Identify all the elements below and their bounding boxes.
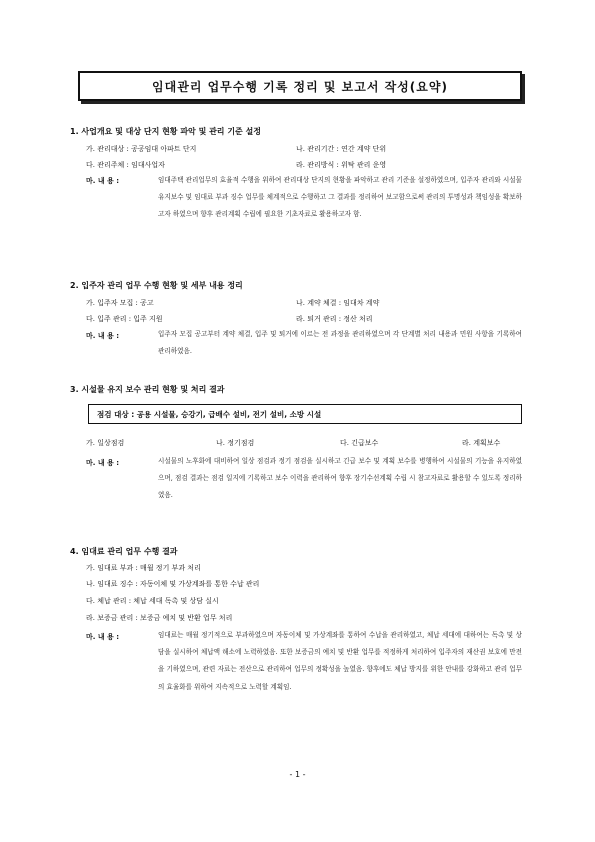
section-4-line: 다. 체납 관리 : 체납 세대 독촉 및 상담 실시: [86, 597, 219, 605]
section-4-line: 가. 임대료 부과 : 매월 정기 부과 처리: [86, 564, 201, 572]
section-1-heading: 1. 사업개요 및 대상 단지 현황 파악 및 관리 기준 설정: [70, 127, 262, 136]
section-3-label: 마. 내 용 :: [86, 459, 120, 467]
section-1-row: 다. 관리주체 : 임대사업자: [86, 161, 165, 169]
section-3-heading: 3. 시설물 유지 보수 관리 현황 및 처리 결과: [70, 385, 225, 394]
section-2-paragraph: 입주자 모집 공고부터 계약 체결, 입주 및 퇴거에 이르는 전 과정을 관리하였으며 각 단계별 처리 내용과 민원 사항을 기록하여 관리하였음.: [158, 330, 522, 356]
section-3-row: 라. 계획보수: [462, 439, 501, 447]
section-2-label: 마. 내 용 :: [86, 332, 120, 340]
section-3-row: 다. 긴급보수: [340, 439, 379, 447]
section-1-row: 라. 관리방식 : 위탁 관리 운영: [296, 161, 387, 169]
section-4-line: 라. 보증금 관리 : 보증금 예치 및 반환 업무 처리: [86, 614, 233, 622]
section-3-row: 나. 정기점검: [216, 439, 255, 447]
section-4-line: 나. 임대료 징수 : 자동이체 및 가상계좌를 통한 수납 관리: [86, 580, 260, 588]
page-number: - 1 -: [289, 770, 306, 779]
section-2-row: 나. 계약 체결 : 임대차 계약: [296, 299, 380, 307]
section-3-box: 점검 대상 : 공용 시설물, 승강기, 급배수 설비, 전기 설비, 소방 시설: [88, 404, 522, 424]
section-1-label: 마. 내 용 :: [86, 177, 120, 185]
section-2-heading: 2. 입주자 관리 업무 수행 현황 및 세부 내용 정리: [70, 281, 243, 290]
document-title: 임대관리 업무수행 기록 정리 및 보고서 작성(요약): [78, 71, 522, 101]
section-2-row: 다. 입주 관리 : 입주 지원: [86, 315, 163, 323]
section-3-paragraph: 시설물의 노후화에 대비하여 일상 점검과 정기 점검을 실시하고 긴급 보수 및 계획 보수를 병행하여 시설물의 기능을 유지하였으며, 점검 결과는 점검 일지에 기록하고 보수 이력을 관리하여 향후 장기수선계획 수립 시 참고자료로 활용할 수 있도록 정리하였음.: [158, 457, 522, 500]
section-1-paragraph: 임대주택 관리업무의 효율적 수행을 위하여 관리대상 단지의 현황을 파악하고 관리 기준을 설정하였으며, 입주자 관리와 시설물 유지보수 및 임대료 부과 징수 업무를 체계적으로 수행하고 그 결과를 정리하여 보고함으로써 관리의 투명성과 책임성을 확보하고자 하였으며 향후 관리계획 수립에 필요한 기초자료로 활용하고자 함.: [158, 176, 522, 219]
section-4-heading: 4. 임대료 관리 업무 수행 결과: [70, 547, 178, 556]
section-4-label: 마. 내 용 :: [86, 633, 120, 641]
section-2-row: 라. 퇴거 관리 : 정산 처리: [296, 315, 373, 323]
section-2-row: 가. 입주자 모집 : 공고: [86, 299, 154, 307]
section-3-row: 가. 일상점검: [86, 439, 125, 447]
section-4-paragraph: 임대료는 매월 정기적으로 부과하였으며 자동이체 및 가상계좌를 통하여 수납을 관리하였고, 체납 세대에 대하여는 독촉 및 상담을 실시하여 체납액 해소에 노력하였음. 또한 보증금의 예치 및 반환 업무를 적정하게 처리하여 입주자의 재산권 보호에 만전을 기하였으며, 관련 자료는 전산으로 관리하여 업무의 정확성을 높였음. 향후에도 체납 방지를 위한 안내를 강화하고 관리 업무의 효율화를 위하여 지속적으로 노력할 계획임.: [158, 631, 522, 691]
section-1-row: 나. 관리기간 : 연간 계약 단위: [296, 145, 387, 153]
section-1-row: 가. 관리대상 : 공공임대 아파트 단지: [86, 145, 197, 153]
